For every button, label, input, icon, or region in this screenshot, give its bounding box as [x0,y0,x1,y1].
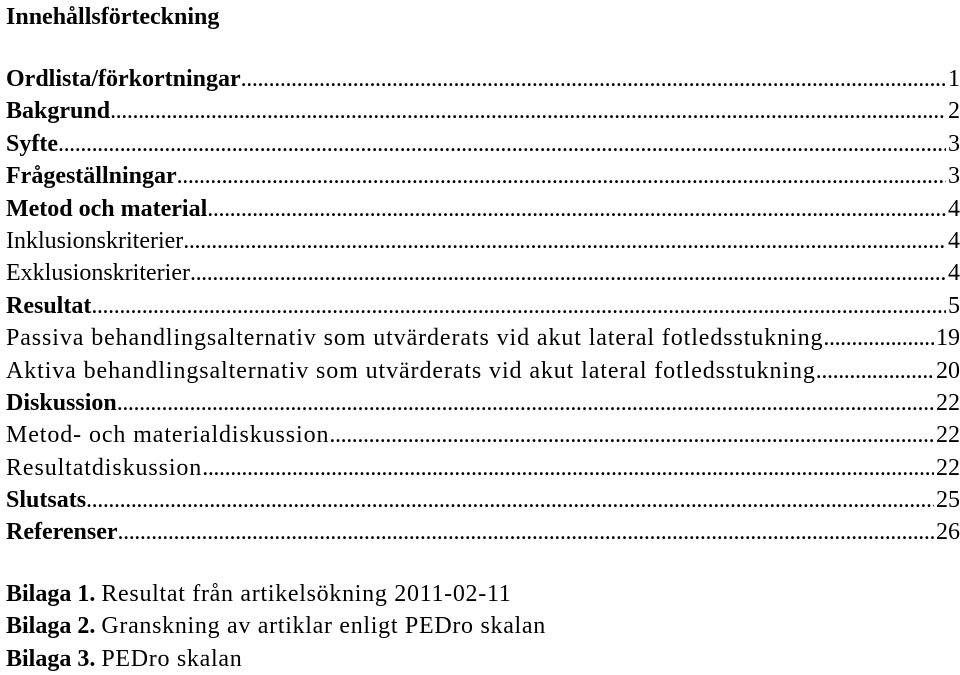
toc-entry[interactable] [6,484,960,516]
toc-entry-label: Syfte [6,130,58,157]
toc-entry-label: Ordlista/förkortningar [6,66,241,92]
toc-entry[interactable] [6,160,960,192]
toc-entry-label: Aktiva behandlingsalternativ som utvärderats vid akut lateral fotledsstukning [6,357,816,384]
dot-leader [86,484,934,516]
dot-leader [58,128,946,160]
toc-entry[interactable] [6,257,960,289]
toc-list [6,63,960,549]
dot-leader [110,95,946,127]
toc-entry-label: Bakgrund [6,98,111,125]
dot-leader [207,193,946,225]
toc-entry-label: Resultat [6,292,92,319]
attachment-label: Bilaga 2. [6,613,96,640]
toc-entry[interactable] [6,355,960,387]
toc-page-number: 3 [948,130,960,157]
dot-leader [190,257,946,289]
toc-page-number: 4 [948,227,960,254]
dot-leader [177,160,946,192]
toc-entry[interactable] [6,193,960,225]
toc-page-number: 2 [948,98,960,125]
attachment-line [6,610,546,642]
toc-page-number: 26 [936,519,960,546]
toc-page-number: 25 [936,487,960,514]
attachment-label: Bilaga 1. [6,581,96,607]
toc-page-number: 19 [936,325,960,352]
toc-entry-label: Slutsats [6,487,87,514]
dot-leader [816,355,934,387]
toc-entry-label: Passiva behandlingsalternativ som utvärderats vid akut lateral fotledsstukning [6,325,824,352]
toc-page-number: 22 [936,422,960,449]
toc-page-number: 3 [948,163,960,190]
toc-entry-label: Metod och material [6,195,208,222]
toc-entry-label: Resultatdiskussion [6,454,203,481]
attachment-list [6,578,546,675]
dot-leader [183,225,946,257]
dot-leader [91,290,946,322]
toc-entry[interactable] [6,128,960,160]
toc-entry[interactable] [6,387,960,419]
dot-leader [118,516,935,548]
attachment-description: Granskning av artiklar enligt PEDro skalan [101,613,546,640]
toc-entry[interactable] [6,516,960,548]
toc-title: Innehållsförteckning [6,4,220,30]
toc-entry[interactable] [6,322,960,354]
toc-page-number: 4 [948,195,960,222]
attachment-line [6,643,546,675]
toc-entry-label: Exklusionskriterier [6,260,190,287]
toc-entry[interactable] [6,452,960,484]
attachment-description: Resultat från artikelsökning 2011-02-11 [101,581,512,607]
toc-entry-label: Referenser [6,519,118,546]
dot-leader [241,63,946,95]
dot-leader [202,452,934,484]
attachment-line [6,578,546,610]
toc-page-number: 4 [948,260,960,287]
toc-entry-label: Inklusionskriterier [6,227,184,254]
toc-entry[interactable] [6,290,960,322]
toc-entry[interactable] [6,419,960,451]
dot-leader [329,419,934,451]
toc-page-number: 1 [948,66,960,92]
toc-page-number: 22 [936,454,960,481]
toc-page-number: 5 [948,292,960,319]
dot-leader [117,387,934,419]
dot-leader [823,322,934,354]
toc-page-number: 20 [936,357,960,384]
attachment-label: Bilaga 3. [6,645,96,672]
toc-entry[interactable] [6,63,960,95]
toc-page-number: 22 [936,389,960,416]
toc-entry-label: Diskussion [6,389,117,416]
toc-entry[interactable] [6,225,960,257]
toc-entry[interactable] [6,95,960,127]
attachment-description: PEDro skalan [101,645,243,672]
toc-entry-label: Frågeställningar [6,163,177,190]
toc-entry-label: Metod- och materialdiskussion [6,422,330,449]
